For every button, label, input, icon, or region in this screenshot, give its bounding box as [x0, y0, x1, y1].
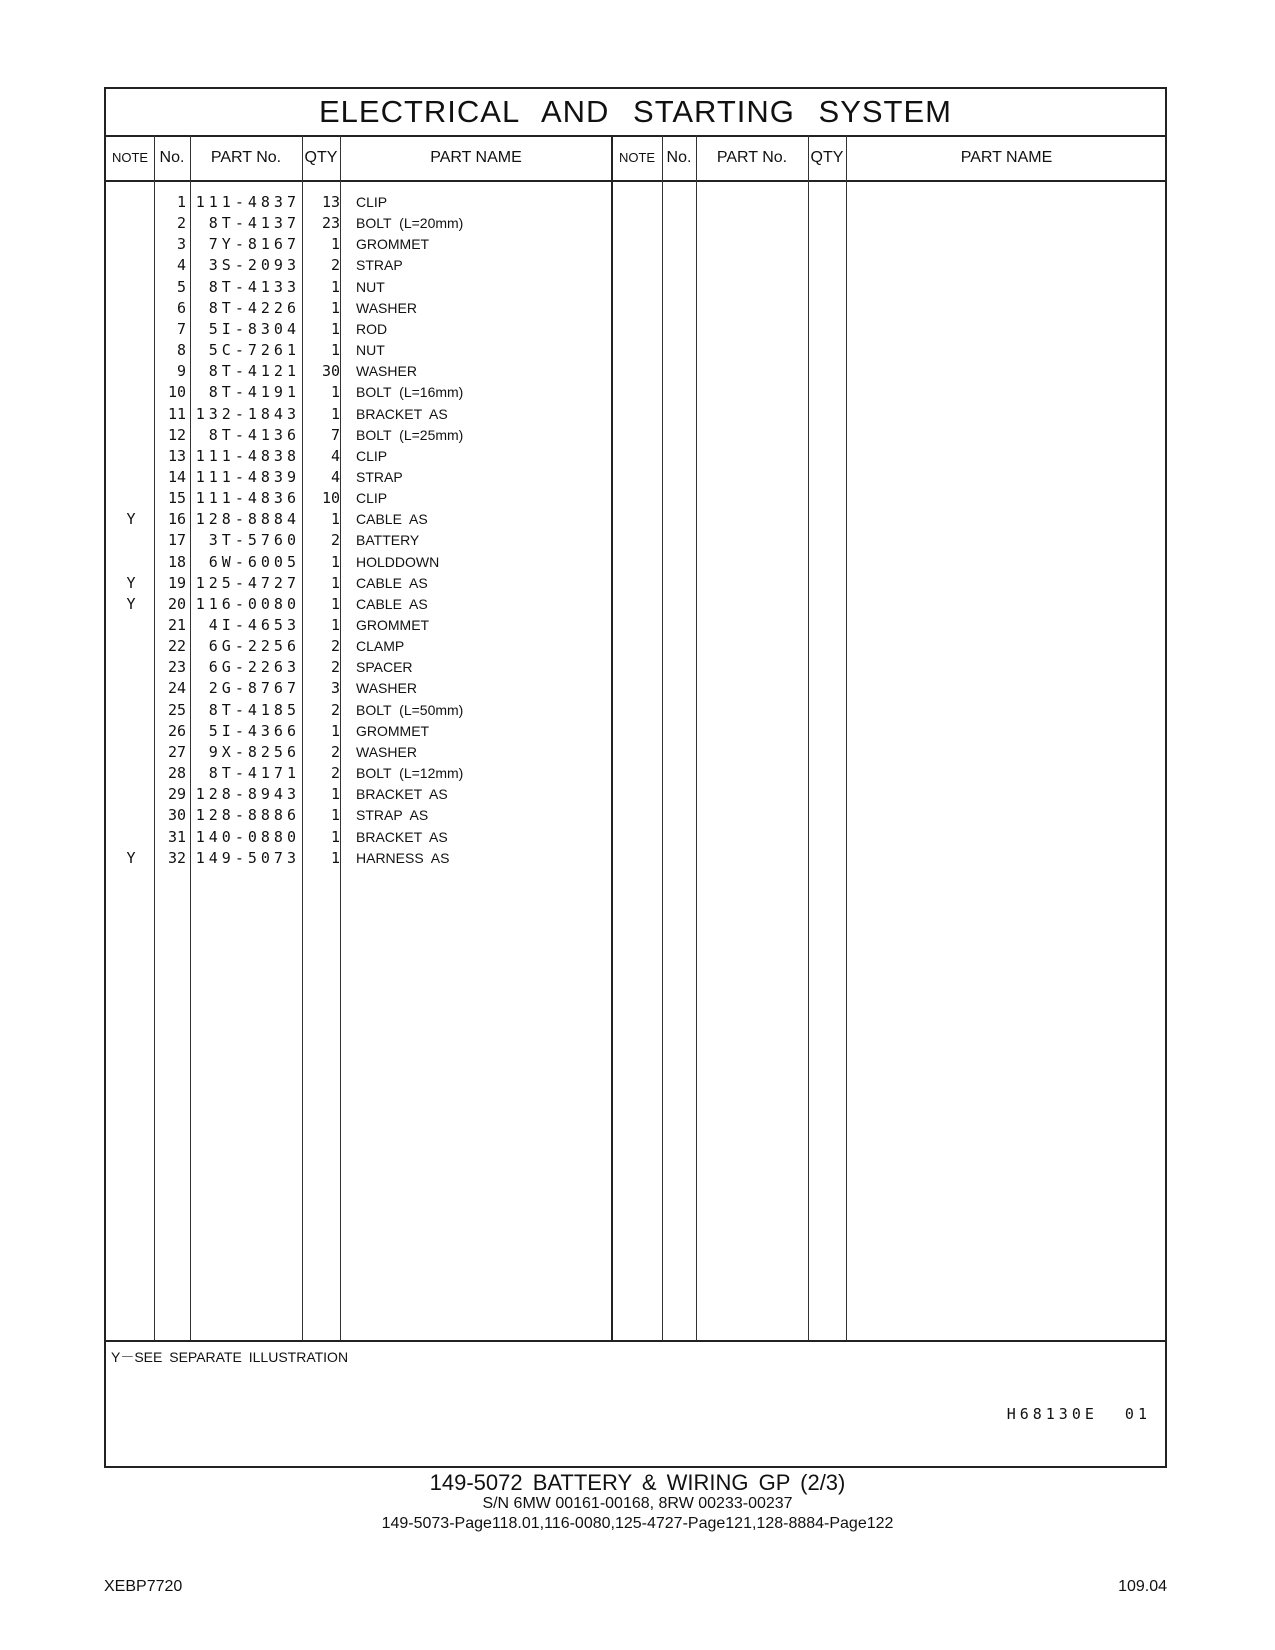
table-row: [106, 339, 1165, 361]
part-number: 6G-2263: [208, 658, 300, 677]
part-note: [106, 466, 156, 488]
part-number-index: 24: [167, 679, 186, 698]
table-row: [106, 508, 1165, 530]
part-quantity: 2: [330, 742, 340, 761]
part-number: 8T-4137: [208, 214, 300, 233]
part-quantity: 3: [330, 679, 340, 698]
table-row: [106, 212, 1165, 234]
part-quantity: 2: [330, 256, 340, 275]
table-row: [106, 445, 1165, 467]
part-quantity: 1: [330, 827, 340, 846]
part-quantity: 1: [330, 319, 340, 338]
part-name: BRACKET AS: [356, 405, 448, 422]
header-part-name-right: PART NAME: [960, 149, 1053, 166]
part-quantity: 1: [330, 573, 340, 592]
part-name: WASHER: [356, 363, 417, 380]
part-number: 9X-8256: [208, 742, 300, 761]
part-note: [106, 233, 156, 255]
part-number-index: 12: [167, 425, 186, 444]
table-row: [106, 762, 1165, 784]
part-number-index: 29: [167, 785, 186, 804]
part-number-index: 7: [176, 319, 186, 338]
part-number: 2G-8767: [208, 679, 300, 698]
part-number: 111-4836: [195, 489, 300, 508]
part-name: STRAP: [356, 257, 403, 274]
part-number-index: 2: [176, 214, 186, 233]
part-quantity: 1: [330, 404, 340, 423]
part-note: [106, 720, 156, 742]
document-id: XEBP7720: [104, 1578, 183, 1595]
part-number: 125-4727: [195, 573, 300, 592]
part-quantity: 1: [330, 721, 340, 740]
part-quantity: 1: [330, 785, 340, 804]
table-row: [106, 677, 1165, 699]
part-note: [106, 826, 156, 848]
table-row: [106, 360, 1165, 382]
part-name: GROMMET: [356, 617, 430, 633]
part-quantity: 13: [321, 193, 340, 211]
part-number: 8T-4133: [208, 277, 300, 296]
part-quantity: 4: [330, 446, 340, 465]
part-quantity: 1: [330, 510, 340, 529]
header-note: NOTE: [111, 150, 149, 165]
part-number: 111-4837: [195, 193, 300, 211]
table-row: [106, 424, 1165, 446]
table-row: [106, 487, 1165, 509]
part-note: [106, 741, 156, 763]
part-number: 8T-4171: [208, 764, 300, 783]
part-note: [106, 339, 156, 361]
part-note: [106, 191, 156, 213]
part-name: HARNESS AS: [356, 849, 450, 866]
table-row: [106, 529, 1165, 551]
part-number-index: 20: [167, 594, 186, 613]
footnote: Y－SEE SEPARATE ILLUSTRATION: [111, 1349, 349, 1365]
table-row: [106, 699, 1165, 721]
part-number-index: 31: [167, 827, 186, 846]
part-number: 8T-4226: [208, 298, 300, 317]
part-number: 111-4839: [195, 467, 300, 486]
part-note: [106, 276, 156, 298]
part-number-index: 6: [176, 298, 186, 317]
parts-table-frame: [104, 87, 1167, 1468]
table-row: [106, 233, 1165, 255]
part-number: 8T-4136: [208, 425, 300, 444]
part-note: Y: [126, 573, 136, 592]
table-row: [106, 614, 1165, 636]
part-name: BATTERY: [356, 532, 420, 549]
part-number: 6W-6005: [208, 552, 300, 571]
part-number: 132-1843: [195, 404, 300, 423]
part-name: CLIP: [356, 490, 388, 507]
part-number: 5I-4366: [208, 721, 300, 740]
part-quantity: 10: [321, 489, 340, 508]
table-row: [106, 254, 1165, 276]
part-number-index: 17: [167, 531, 186, 550]
part-number: 128-8886: [195, 806, 300, 825]
part-name: BOLT (L=25mm): [356, 426, 464, 443]
part-number: 149-5073: [195, 848, 300, 867]
part-number-index: 10: [167, 383, 186, 402]
part-note: [106, 656, 156, 678]
table-row: [106, 783, 1165, 805]
part-quantity: 23: [321, 214, 340, 233]
table-row: [106, 551, 1165, 573]
part-note: Y: [126, 594, 136, 613]
part-quantity: 2: [330, 531, 340, 550]
table-row: [106, 466, 1165, 488]
part-number-index: 14: [167, 467, 186, 486]
part-name: ROD: [356, 320, 388, 337]
part-name: STRAP AS: [356, 807, 429, 824]
part-quantity: 1: [330, 235, 340, 254]
header-no: No.: [159, 149, 185, 166]
table-row: [106, 804, 1165, 826]
part-number: 6G-2256: [208, 637, 300, 656]
part-name: BRACKET AS: [356, 786, 448, 803]
part-name: NUT: [356, 278, 385, 295]
part-note: [106, 381, 156, 403]
part-note: [106, 297, 156, 319]
part-name: BOLT (L=20mm): [356, 215, 464, 232]
part-quantity: 1: [330, 594, 340, 613]
part-number-index: 25: [167, 700, 186, 719]
part-number-index: 3: [176, 235, 186, 254]
part-number-index: 8: [176, 341, 186, 360]
part-quantity: 1: [330, 552, 340, 571]
part-quantity: 2: [330, 658, 340, 677]
table-row: [106, 635, 1165, 657]
table-row: [106, 572, 1165, 594]
section-title: ELECTRICAL AND STARTING SYSTEM: [106, 89, 1165, 137]
part-note: [106, 614, 156, 636]
illustration-code: H68130E 01: [1006, 1405, 1151, 1423]
part-quantity: 2: [330, 637, 340, 656]
table-row: [106, 381, 1165, 403]
serial-numbers: S/N 6MW 00161-00168, 8RW 00233-00237: [482, 1495, 793, 1512]
part-name: HOLDDOWN: [356, 553, 440, 570]
part-quantity: 1: [330, 277, 340, 296]
part-quantity: 1: [330, 341, 340, 360]
part-number-index: 21: [167, 616, 186, 634]
part-note: Y: [126, 848, 136, 867]
table-row: [106, 720, 1165, 742]
part-name: GROMMET: [356, 236, 430, 253]
part-note: [106, 254, 156, 276]
part-number-index: 13: [167, 446, 186, 465]
part-number-index: 5: [176, 277, 186, 296]
part-number: 3S-2093: [208, 256, 300, 275]
part-note: [106, 804, 156, 826]
part-note: [106, 487, 156, 509]
part-note: [106, 551, 156, 573]
part-quantity: 30: [321, 362, 340, 381]
part-number: 7Y-8167: [208, 235, 300, 254]
part-quantity: 2: [330, 700, 340, 719]
part-number: 3T-5760: [208, 531, 300, 550]
part-note: Y: [126, 510, 136, 529]
part-note: [106, 403, 156, 425]
group-title: 149-5072 BATTERY & WIRING GP (2/3): [429, 1470, 846, 1495]
part-number-index: 22: [167, 637, 186, 656]
table-row: [106, 191, 1165, 213]
part-number-index: 27: [167, 742, 186, 761]
table-row: [106, 656, 1165, 678]
part-number-index: 32: [167, 848, 186, 867]
part-number: 8T-4185: [208, 700, 300, 719]
part-name: CLAMP: [356, 638, 405, 655]
part-number: 4I-4653: [208, 616, 300, 634]
part-number: 8T-4121: [208, 362, 300, 381]
part-quantity: 4: [330, 467, 340, 486]
part-name: NUT: [356, 342, 385, 359]
part-number-index: 30: [167, 806, 186, 825]
table-row: [106, 276, 1165, 298]
part-number: 116-0080: [195, 594, 300, 613]
part-note: [106, 360, 156, 382]
header-qty: QTY: [304, 149, 338, 166]
part-note: [106, 318, 156, 340]
part-note: [106, 212, 156, 234]
header-part-name: PART NAME: [430, 149, 522, 166]
part-note: [106, 529, 156, 551]
part-name: WASHER: [356, 743, 417, 760]
part-number: 128-8943: [195, 785, 300, 804]
table-row: [106, 318, 1165, 340]
part-name: WASHER: [356, 680, 417, 697]
part-name: BRACKET AS: [356, 828, 448, 845]
part-number: 5I-8304: [208, 319, 300, 338]
table-row: [106, 847, 1165, 869]
header-no-right: No.: [666, 149, 692, 166]
part-quantity: 1: [330, 806, 340, 825]
part-number: 128-8884: [195, 510, 300, 529]
table-row: [106, 593, 1165, 615]
page-number: 109.04: [1118, 1578, 1167, 1595]
page-references: 149-5073-Page118.01,116-0080,125-4727-Page121,128-8884-Page122: [381, 1515, 894, 1532]
part-number: 8T-4191: [208, 383, 300, 402]
table-row: [106, 403, 1165, 425]
part-name: CLIP: [356, 194, 388, 210]
part-note: [106, 424, 156, 446]
part-quantity: 1: [330, 616, 340, 634]
part-number-index: 26: [167, 721, 186, 740]
part-number-index: 19: [167, 573, 186, 592]
part-number-index: 9: [176, 362, 186, 381]
part-number-index: 4: [176, 256, 186, 275]
header-part-no: PART No.: [210, 149, 282, 166]
part-number-index: 18: [167, 552, 186, 571]
part-number: 140-0880: [195, 827, 300, 846]
part-number: 111-4838: [195, 446, 300, 465]
part-name: CLIP: [356, 447, 388, 464]
part-number: 5C-7261: [208, 341, 300, 360]
part-quantity: 2: [330, 764, 340, 783]
part-quantity: 7: [330, 425, 340, 444]
header-qty-right: QTY: [810, 149, 844, 166]
part-number-index: 15: [167, 489, 186, 508]
table-row: [106, 826, 1165, 848]
part-note: [106, 445, 156, 467]
part-number-index: 11: [167, 404, 186, 423]
part-name: SPACER: [356, 659, 413, 676]
part-note: [106, 699, 156, 721]
part-note: [106, 677, 156, 699]
part-number-index: 28: [167, 764, 186, 783]
part-name: GROMMET: [356, 722, 430, 739]
header-part-no-right: PART No.: [716, 149, 788, 166]
part-name: BOLT (L=12mm): [356, 765, 464, 782]
part-note: [106, 762, 156, 784]
part-name: CABLE AS: [356, 511, 428, 528]
table-header: [106, 135, 1165, 182]
header-note-right: NOTE: [618, 150, 656, 165]
table-row: [106, 297, 1165, 319]
part-number-index: 23: [167, 658, 186, 677]
part-name: BOLT (L=50mm): [356, 701, 464, 718]
part-number-index: 1: [176, 193, 186, 211]
table-bottom-rule: [106, 1340, 1165, 1342]
part-note: [106, 635, 156, 657]
part-number-index: 16: [167, 510, 186, 529]
part-name: BOLT (L=16mm): [356, 384, 464, 401]
part-quantity: 1: [330, 298, 340, 317]
part-name: CABLE AS: [356, 574, 428, 591]
part-quantity: 1: [330, 848, 340, 867]
table-row: [106, 741, 1165, 763]
part-note: [106, 783, 156, 805]
part-name: WASHER: [356, 299, 417, 316]
part-quantity: 1: [330, 383, 340, 402]
part-name: STRAP: [356, 468, 403, 485]
part-name: CABLE AS: [356, 595, 428, 612]
